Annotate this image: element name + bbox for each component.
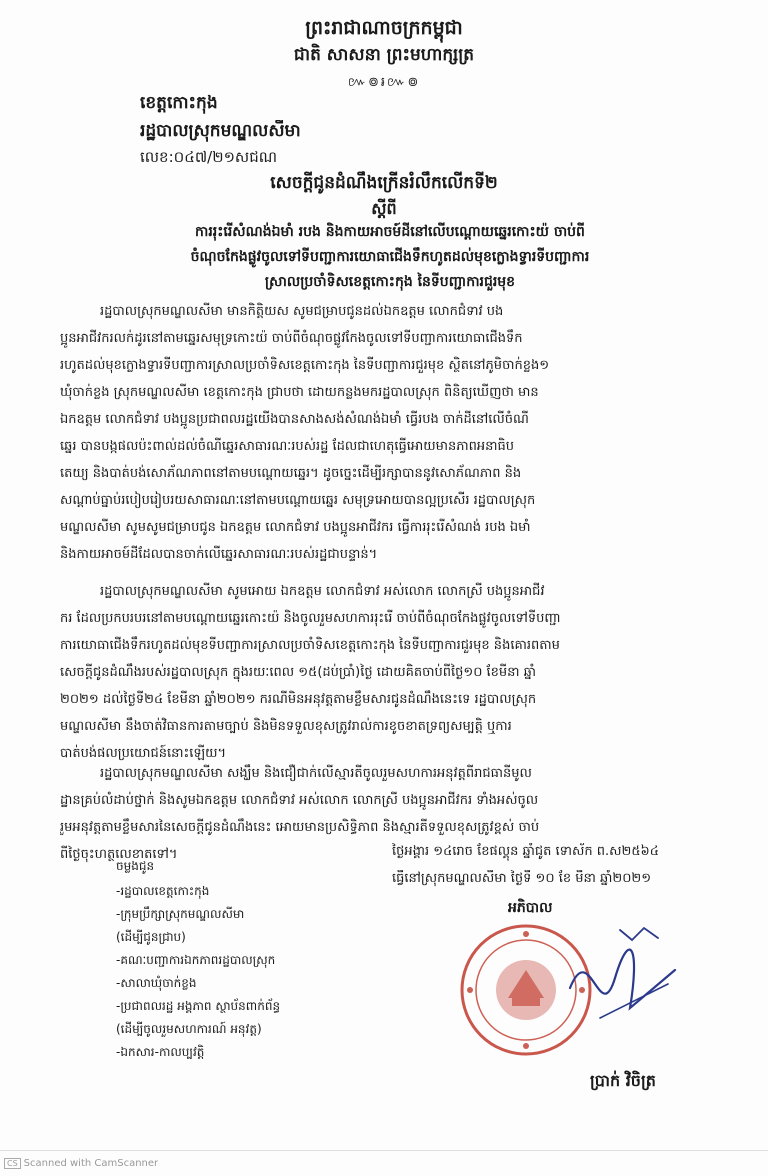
recipient-item: -សាលាឃុំចាក់ខ្លង (116, 976, 197, 990)
body-line: រហូតដល់មុខក្លោងទ្វារទីបញ្ជាការស្រាលប្រចាំទិសខេត្តកោះកុង នៃទីបញ្ជាការជួរមុខ ស្ថិតនៅភូមិចាក់ខ្លង១ (60, 358, 550, 373)
body-line: រដ្ឋបាលស្រុកមណ្ឌលសីមា មានកិត្តិយស សូមជម្រាបជូនដល់ឯកឧត្តម លោកជំទាវ បង (100, 304, 504, 319)
recipient-item: -ឯកសារ-កាលប្បវត្តិ (116, 1045, 205, 1059)
body-line: ដ្ឋានគ្រប់លំដាប់ថ្នាក់ និងសូមឯកឧត្តម លោកជំទាវ អស់លោក លោកស្រី បងប្អូនអាជីវករ ទាំងអស់ចូល (60, 793, 539, 808)
subject-line: ស្រាលប្រចាំទិសខេត្តកោះកុង នៃទីបញ្ជាការជួរមុខ (264, 274, 516, 290)
body-line: ឯកឧត្តម លោកជំទាវ បងប្អូនប្រជាពលរដ្ឋយើងបានសាងសង់សំណង់ឯមាំ ធ្វើរបង ចាក់ដីនៅលើចំណី (60, 412, 529, 427)
recipient-item: -រដ្ឋបាលខេត្តកោះកុង (116, 884, 210, 898)
body-line: មណ្ឌលសីមា នឹងចាត់វិធានការតាមច្បាប់ និងមិនទទួលខុសត្រូវរាល់ការខូចខាតទ្រព្យសម្បត្តិ ឬការ (60, 719, 512, 734)
body-line: ២០២១ ដល់ថ្ងៃទី២៤ ខែមីនា ឆ្នាំ២០២១ ករណីមិនអនុវត្តតាមខ្លឹមសារជូនដំណឹងនេះទេ រដ្ឋបាលស្រុក (60, 692, 537, 707)
bottom-divider (0, 1150, 768, 1151)
body-line: សណ្តាប់ធ្នាប់របៀបរៀបរយសាធារណៈនៅតាមបណ្តោយឆ្នេរ សមុទ្រអោយបានល្អប្រសើរ រដ្ឋបាលស្រុក (60, 493, 536, 508)
body-line: រដ្ឋបាលស្រុកមណ្ឌលសីមា សូមអោយ ឯកឧត្តម លោកជំទាវ អស់លោក លោកស្រី បងប្អូនអាជីវ (100, 584, 545, 599)
recipient-item: -ក្រុមប្រឹក្សាស្រុកមណ្ឌលសីមា (116, 907, 245, 921)
subject-line: ការរុះរើសំណង់ឯមាំ របង និងកាយអាចម៍ដីនៅលើបណ្តោយឆ្នេរកោះយ៉ ចាប់ពី (195, 224, 585, 240)
body-paragraph-1 (60, 298, 720, 568)
kingdom-heading: ព្រះរាជាណាចក្រកម្ពុជា (305, 17, 463, 39)
signatory-position: អភិបាល (508, 900, 553, 916)
subject-line: ចំណុចកែងផ្លូវចូលទៅទីបញ្ជាការយោធាជើងទឹកហូតដល់មុខក្លោងទ្វារទីបញ្ជាការ (190, 249, 590, 265)
scanner-footer (4, 1158, 158, 1169)
body-line: ឆ្នេរ បានបង្កផលប៉ះពាល់ដល់ចំណីឆ្នេរសាធារណៈរបស់រដ្ឋ ដែលជាហេតុធ្វើអោយមានភាពអនាធិប (60, 439, 515, 454)
body-line: បាត់បង់ផលប្រយោជន៍នោះឡើយ។ (60, 746, 227, 761)
reference-number: លេខ:០៤៧/២១សជណ (140, 148, 278, 166)
body-line: ឃុំចាក់ខ្លង ស្រុកមណ្ឌលសីមា ខេត្តកោះកុង ជ្រាបថា ដោយកន្លងមករដ្ឋបាលស្រុក ពិនិត្យឃើញថា មាន (60, 385, 539, 400)
body-line: រួមអនុវត្តតាមខ្លឹមសារនៃសេចក្តីជូនដំណឹងនេះ អោយមានប្រសិទ្ធិភាព និងស្មារតីទទួលខុសត្រូវខ្ពស់ ចាប់ (60, 820, 540, 835)
body-paragraph-2 (60, 578, 720, 767)
body-line: ប្អូនអាជីវករលក់ដូរនៅតាមឆ្នេរសមុទ្រកោះយ៉ ចាប់ពីចំណុចផ្លូវកែងចូលទៅទីបញ្ជាការយោធាជើងទឹក (60, 331, 523, 346)
recipient-item: -គណៈបញ្ជាការឯកភាពរដ្ឋបាលស្រុក (116, 953, 276, 967)
body-line: ការយោធាជើងទឹករហូតដល់មុខទីបញ្ជាការស្រាលប្រចាំទិសខេត្តកោះកុង នៃទីបញ្ជាការជួរមុខ និងគោរពតាម (60, 638, 560, 653)
recipients-list (116, 880, 346, 1064)
body-line: ពីថ្ងៃចុះហត្ថលេខាតទៅ។ (60, 847, 178, 862)
recipients-title: ចម្លងជូន (116, 859, 155, 873)
document-title: សេចក្តីជូនដំណឹងក្រើនរំលឹកលើកទី២ (270, 173, 498, 193)
recipient-item: (ដើម្បីជូនជ្រាប) (116, 930, 186, 944)
body-line: និងកាយអាចម៍ដីដែលបានចាក់លើឆ្នេរសាធារណៈរបស់រដ្ឋជាបន្ទាន់។ (60, 547, 378, 562)
administration-name: រដ្ឋបាលស្រុកមណ្ឌលសីមា (140, 121, 301, 141)
lunar-date: ថ្ងៃអង្គារ ១៤រោច ខែផល្គុន ឆ្នាំជូត ទោស័ក ព.ស២៥៦៤ (392, 844, 659, 859)
signatory-name: ប្រាក់ វិចិត្រ (590, 1071, 656, 1090)
scanner-watermark: Scanned with CamScanner (23, 1158, 159, 1169)
body-line: រដ្ឋបាលស្រុកមណ្ឌលសីមា សង្ឃឹម និងជឿជាក់លើស្មារតីចូលរួមសហការអនុវត្តពីរាជធានីមូល (100, 766, 532, 781)
handwritten-signature (560, 918, 680, 1038)
national-motto: ជាតិ សាសនា ព្រះមហាក្សត្រ (293, 45, 475, 65)
body-line: មណ្ឌលសីមា សូមសូមជម្រាបជូន ឯកឧត្តម លោកជំទាវ បងប្អូនអាជីវករ ធ្វើការរុះរើសំណង់ របង ឯមាំ (60, 520, 531, 535)
body-line: ករ ដែលប្រកបរបរនៅតាមបណ្តោយឆ្នេរកោះយ៉ និងចូលរួមសហការរុះរើ ចាប់ពីចំណុចកែងផ្លូវចូលទៅទីបញ្ជា (60, 611, 561, 626)
body-line: សេចក្តីជូនដំណឹងរបស់រដ្ឋបាលស្រុក ក្នុងរយៈពេល ១៥(ដប់ប្រាំ)ថ្ងៃ ដោយគិតចាប់ពីថ្ងៃ១០ ខែមីនា ឆ្នាំ (60, 665, 537, 680)
about-label: ស្តីពី (371, 199, 397, 218)
recipient-item: (ដើម្បីចូលរួមសហការណ៍ អនុវត្ត) (116, 1022, 262, 1036)
heading-ornament: ៚៙៛៚៙ (347, 75, 421, 90)
camscanner-badge: CS (4, 1158, 21, 1169)
body-line: តេយ្យ និងបាត់បង់សោភ័ណភាពនៅតាមបណ្តោយឆ្នេរ។ ដូចច្នេះដើម្បីរក្សាបាននូវសោភ័ណភាព និង (60, 466, 522, 481)
solar-date: ធ្វើនៅស្រុកមណ្ឌលសីមា ថ្ងៃទី ១០ ខែ មីនា ឆ្នាំ២០២១ (392, 871, 652, 886)
province-name: ខេត្តកោះកុង (140, 93, 218, 113)
recipient-item: -ប្រជាពលរដ្ឋ អង្គភាព ស្ថាប័នពាក់ព័ន្ធ (116, 999, 281, 1013)
